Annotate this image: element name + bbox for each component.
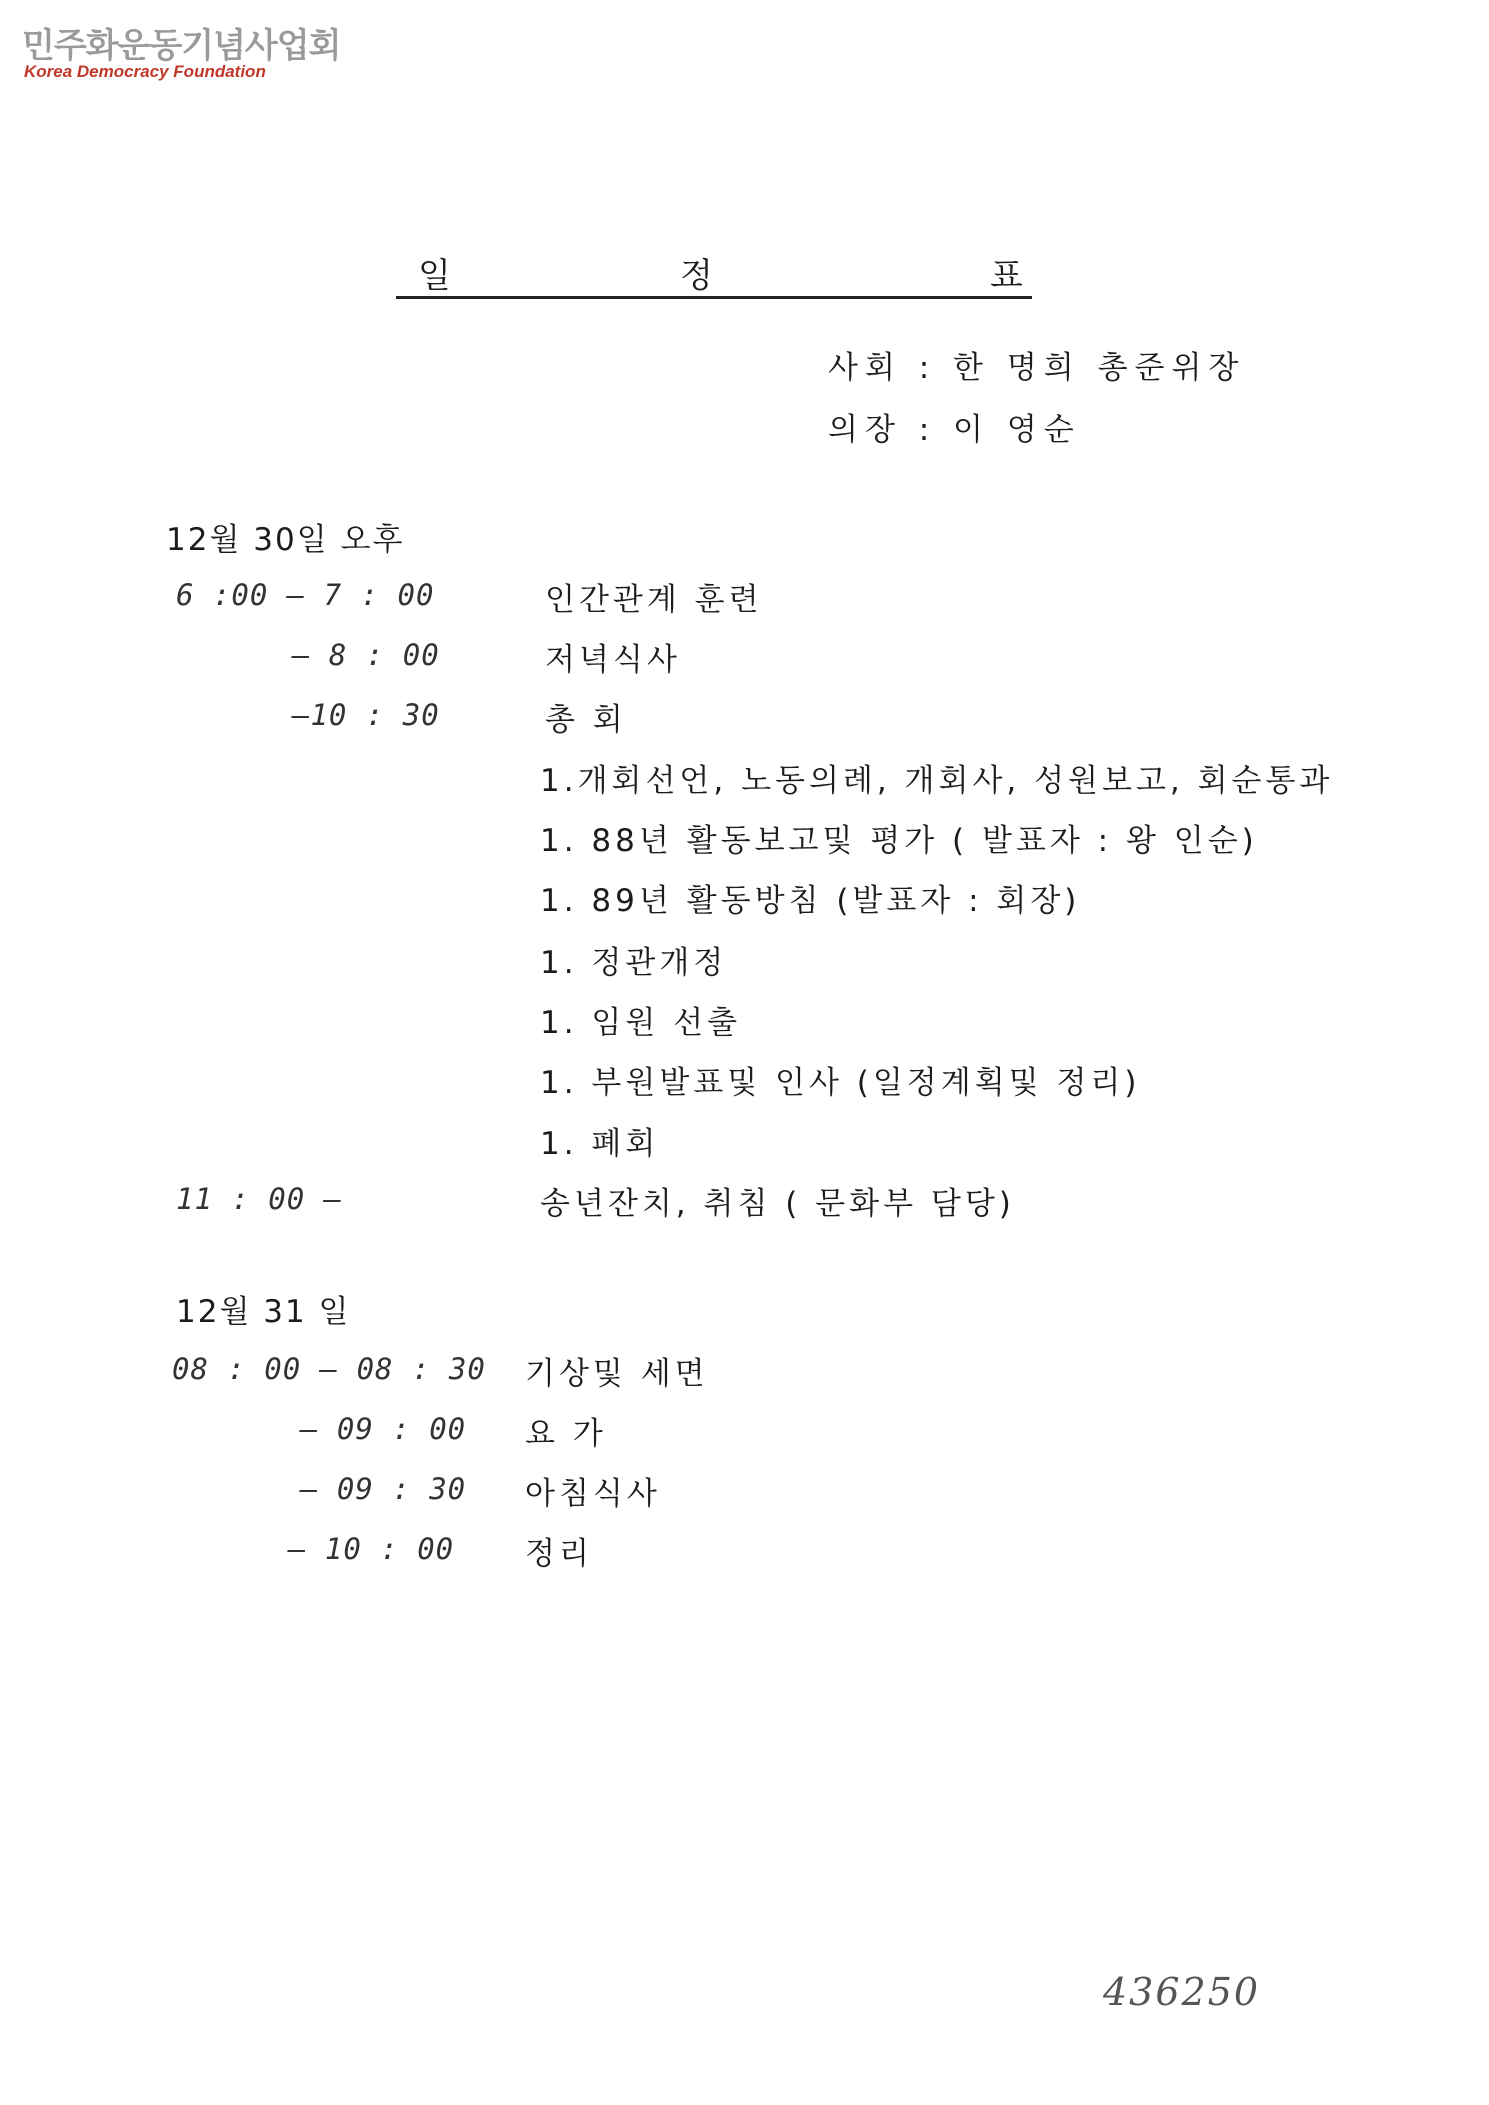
agenda-item-6: 1. 부원발표및 인사 (일정계획및 정리) (540, 1065, 1141, 1101)
agenda-item-2: 1. 88년 활동보고및 평가 ( 발표자 : 왕 인순) (540, 823, 1258, 859)
day2-event-2: 요 가 (525, 1416, 607, 1452)
day2-time-1: 08 : 00 — 08 : 30 (172, 1352, 486, 1386)
day1-time-1: 6 :00 — 7 : 00 (176, 578, 435, 612)
agenda-item-4: 1. 정관개정 (540, 945, 728, 981)
host-line: 사회 : 한 명희 총준위장 (828, 350, 1246, 386)
day1-event-2: 저녁식사 (545, 642, 681, 678)
title-char-2: 정 (680, 256, 713, 296)
title-underline (396, 296, 1032, 299)
day1-event-3: 총 회 (545, 702, 627, 738)
archive-number: 436250 (1103, 1970, 1261, 2014)
day2-event-3: 아침식사 (525, 1476, 661, 1512)
title-char-3: 표 (990, 256, 1023, 296)
day2-time-3: — 09 : 30 (300, 1472, 467, 1506)
agenda-item-7: 1. 폐회 (540, 1126, 660, 1162)
day1-time-2: — 8 : 00 (292, 638, 440, 672)
agenda-item-3: 1. 89년 활동방침 (발표자 : 회장) (540, 883, 1081, 919)
chair-line: 의장 : 이 영순 (828, 412, 1081, 448)
day1-date: 12월 30일 오후 (166, 522, 405, 558)
foundation-logo-english: Korea Democracy Foundation (24, 62, 266, 81)
day2-time-4: — 10 : 00 (288, 1532, 455, 1566)
title-char-1: 일 (418, 256, 451, 296)
agenda-item-5: 1. 임원 선출 (540, 1005, 742, 1041)
day2-time-2: — 09 : 00 (300, 1412, 467, 1446)
agenda-item-1: 1.개회선언, 노동의례, 개회사, 성원보고, 회순통과 (540, 763, 1334, 799)
day2-date: 12월 31 일 (176, 1294, 351, 1330)
foundation-logo-korean: 민주화운동기념사업회 (22, 26, 341, 66)
day1-time-3: —10 : 30 (292, 698, 440, 732)
day1-event-1: 인간관계 훈련 (545, 582, 763, 618)
day2-event-1: 기상및 세면 (525, 1356, 709, 1392)
day1-late-time: 11 : 00 — (176, 1182, 343, 1216)
day1-late-event: 송년잔치, 취침 ( 문화부 담당) (540, 1186, 1015, 1222)
day2-event-4: 정리 (525, 1536, 593, 1572)
